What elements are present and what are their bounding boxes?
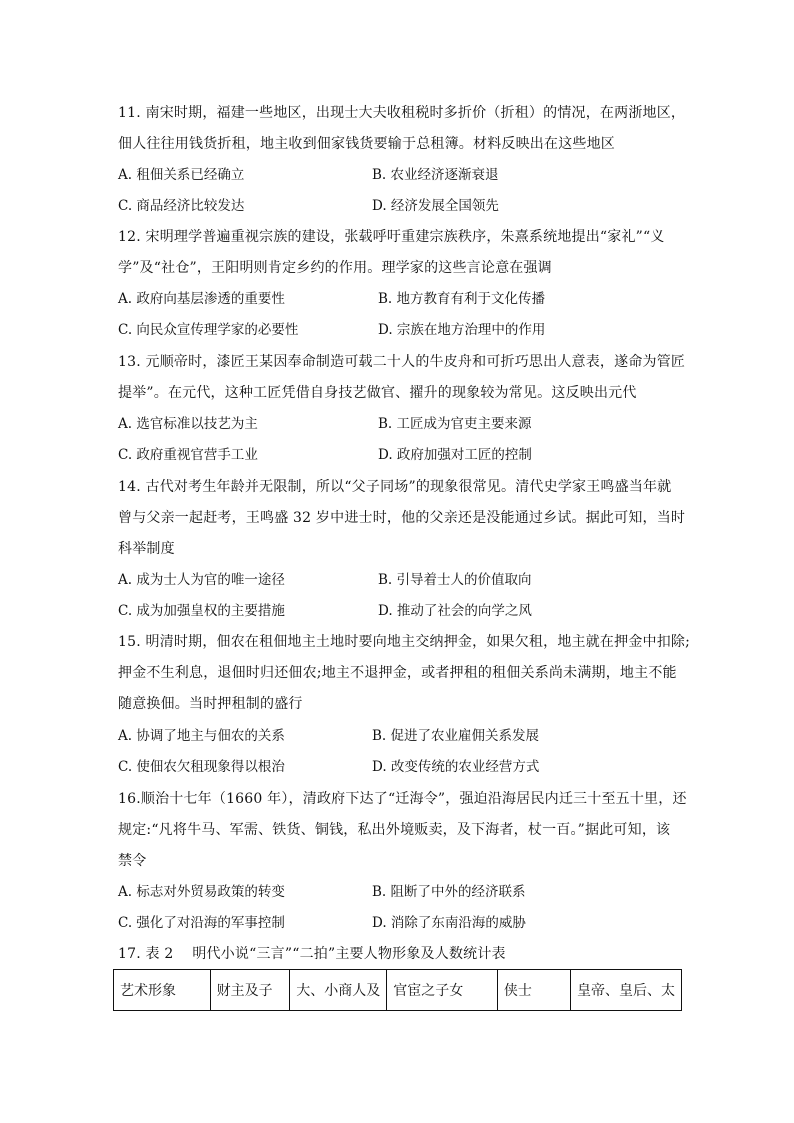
q13-stem-line-2: 提举”。在元代，这种工匠凭借自身技艺做官、擢升的现象较为常见。这反映出元代: [118, 385, 637, 401]
table-cell: 皇帝、皇后、太: [570, 970, 681, 1011]
q14-stem-line-2: 曾与父亲一起赶考，王鸣盛 32 岁中进士时，他的父亲还是没能通过乡试。据此可知，当时: [118, 510, 686, 526]
q13-stem-line-1: 13. 元顺帝时，漆匠王某因奉命制造可载二十人的牛皮舟和可折巧思出人意表，遂命为管匠: [118, 354, 686, 370]
q16-stem-line-1: 16.顺治十七年（1660 年），清政府下达了“迁海令”，强迫沿海居民内迁三十至五十里，还: [118, 791, 687, 807]
q14-option-c: C. 成为加强皇权的主要措施: [118, 603, 285, 619]
q11-option-c: C. 商品经济比较发达: [118, 198, 245, 214]
q14-option-a: A. 成为士人为官的唯一途径: [118, 572, 285, 588]
q16-stem-line-2: 规定:“凡将牛马、军需、铁货、铜钱，私出外境贩卖，及下海者，杖一百。”据此可知，该: [118, 822, 671, 838]
q15-option-a: A. 协调了地主与佃农的关系: [118, 728, 285, 744]
q12-option-b: B. 地方教育有利于文化传播: [378, 291, 546, 307]
q13-option-a: A. 选官标准以技艺为主: [118, 416, 258, 432]
q12-option-c: C. 向民众宣传理学家的必要性: [118, 322, 299, 338]
q13-option-d: D. 政府加强对工匠的控制: [378, 447, 532, 463]
q12-option-d: D. 宗族在地方治理中的作用: [378, 322, 546, 338]
table-cell: 艺术形象: [114, 970, 211, 1011]
table-cell: 侠士: [497, 970, 570, 1011]
table-row: [114, 970, 682, 1011]
q16-option-a: A. 标志对外贸易政策的转变: [118, 884, 285, 900]
q15-stem-line-2: 押金不生利息，退佃时归还佃农;地主不退押金，或者押租的租佃关系尚未满期，地主不能: [118, 665, 677, 681]
q13-option-c: C. 政府重视官营手工业: [118, 447, 258, 463]
character-stats-table: [113, 969, 682, 1011]
q15-stem-line-3: 随意换佃。当时押租制的盛行: [118, 696, 303, 712]
q12-stem-line-2: 学”及“社仓”，王阳明则肯定乡约的作用。理学家的这些言论意在强调: [118, 260, 552, 276]
q11-option-a: A. 租佃关系已经确立: [118, 167, 245, 183]
q11-option-b: B. 农业经济逐渐衰退: [372, 167, 499, 183]
q15-option-c: C. 使佃农欠租现象得以根治: [118, 759, 285, 775]
q13-option-b: B. 工匠成为官吏主要来源: [378, 416, 532, 432]
q17-table-caption: 17. 表 2 明代小说“三言”“二拍”主要人物形象及人数统计表: [118, 946, 506, 962]
q14-stem-line-3: 科举制度: [118, 541, 175, 557]
table-cell: 官宦之子女: [387, 970, 498, 1011]
q16-option-d: D. 消除了东南沿海的威胁: [372, 915, 526, 931]
table-cell: 大、小商人及: [290, 970, 387, 1011]
q11-option-d: D. 经济发展全国领先: [372, 198, 499, 214]
q12-stem-line-1: 12. 宋明理学普遍重视宗族的建设，张载呼吁重建宗族秩序，朱熹系统地提出“家礼”“义: [118, 229, 665, 245]
q12-option-a: A. 政府向基层渗透的重要性: [118, 291, 285, 307]
q16-stem-line-3: 禁令: [118, 853, 147, 869]
q14-option-d: D. 推动了社会的向学之风: [378, 603, 532, 619]
q16-option-b: B. 阻断了中外的经济联系: [372, 884, 526, 900]
q14-stem-line-1: 14. 古代对考生年龄并无限制，所以“父子同场”的现象很常见。清代史学家王鸣盛当年就: [118, 479, 672, 495]
q15-stem-line-1: 15. 明清时期，佃农在租佃地主土地时要向地主交纳押金，如果欠租，地主就在押金中扣除;: [118, 634, 691, 650]
table-cell: 财主及子: [210, 970, 290, 1011]
q14-option-b: B. 引导着士人的价值取向: [378, 572, 532, 588]
q16-option-c: C. 强化了对沿海的军事控制: [118, 915, 285, 931]
q15-option-d: D. 改变传统的农业经营方式: [372, 759, 540, 775]
q11-stem-line-1: 11. 南宋时期，福建一些地区，出现士大夫收租税时多折价（折租）的情况，在两浙地区，: [118, 105, 686, 121]
q15-option-b: B. 促进了农业雇佣关系发展: [372, 728, 540, 744]
q11-stem-line-2: 佃人往往用钱货折租，地主收到佃家钱货要输于总租簿。材料反映出在这些地区: [118, 136, 615, 152]
